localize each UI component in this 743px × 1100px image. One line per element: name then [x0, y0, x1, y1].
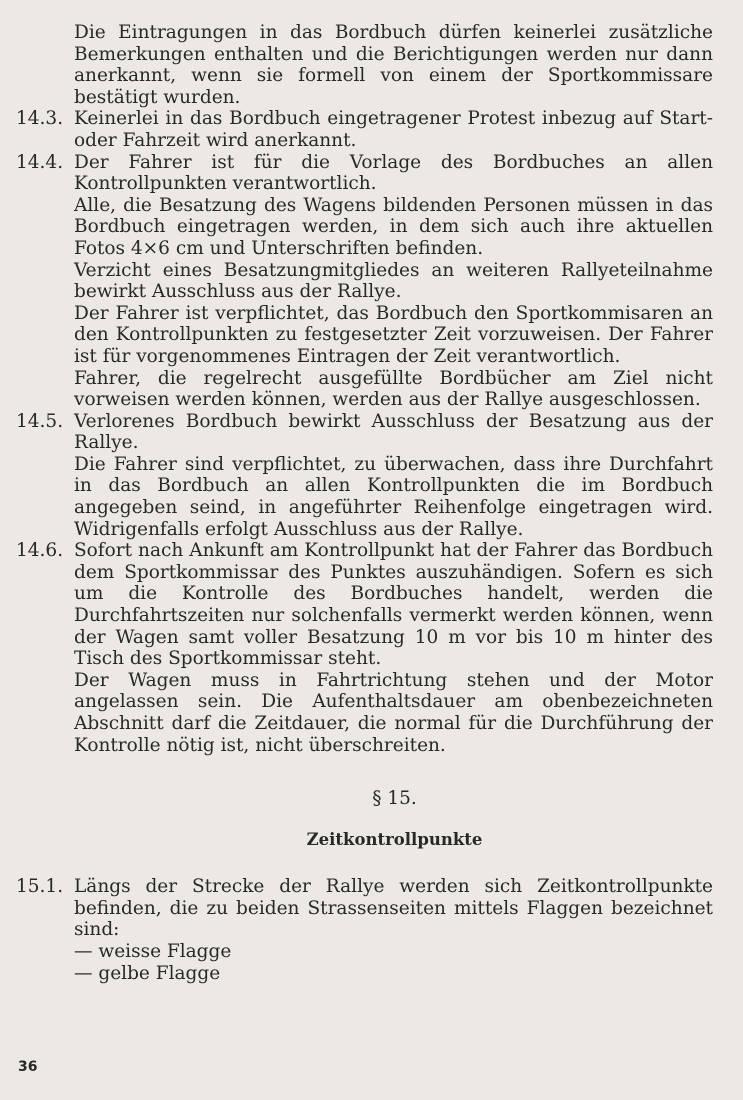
list-item: — gelbe Flagge — [74, 962, 221, 984]
section-title: Zeitkontrollpunkte — [306, 830, 483, 850]
section-sign: § 15. — [372, 788, 417, 810]
item-number: 14.6. — [16, 540, 64, 562]
item-15-1 — [16, 876, 713, 984]
intro-block — [16, 22, 713, 108]
item-paragraph: Keinerlei in das Bordbuch eingetragener Protest inbezug auf Start-oder Fahrzeit wird anerkannt. — [74, 108, 713, 151]
item-paragraph: Der Fahrer ist für die Vorlage des Bordbuches an allen Kontrollpunkten verantwortlich. — [74, 151, 713, 195]
item-paragraph: Der Wagen muss in Fahrtrichtung stehen und der Motor angelassen sein. Die Aufenthaltsdauer am obenbezeichneten Abschnitt darf die Zeitdauer, die normal für die Durchführung der Kontrolle nötig ist, nicht überschreiten. — [74, 669, 713, 756]
item-paragraph: Alle, die Besatzung des Wagens bildenden Personen müssen in das Bordbuch eingetragen werden, in dem sich auch ihre aktuellen Fotos 4×6 cm und Unterschriften befinden. — [74, 194, 713, 259]
item-paragraph: Der Fahrer ist verpflichtet, das Bordbuch den Sportkommisaren an den Kontrollpunkten zu festgesetzter Zeit vorzuweisen. Der Fahrer ist für vorgenommenes Eintragen der Zeit verantwortlich. — [74, 302, 713, 367]
item-number: 14.3. — [16, 108, 64, 130]
page-number: 36 — [18, 1059, 38, 1075]
list-item: — weisse Flagge — [74, 940, 232, 962]
item-paragraph: Verlorenes Bordbuch bewirkt Ausschluss der Besatzung aus der Rallye. — [74, 410, 713, 454]
item-14-5 — [16, 411, 713, 541]
item-paragraph: Längs der Strecke der Rallye werden sich Zeitkontrollpunkte befinden, die zu beiden Strassenseiten mittels Flaggen bezeichnet sind: — [74, 876, 713, 941]
item-14-4 — [16, 152, 713, 411]
item-paragraph: Verzicht eines Besatzungmitgliedes an weiteren Rallyeteilnahme bewirkt Ausschluss aus der Rallye. — [74, 259, 713, 303]
item-14-3 — [16, 108, 713, 151]
item-paragraph: Sofort nach Ankunft am Kontrollpunkt hat der Fahrer das Bordbuch dem Sportkommissar des Punktes auszuhändigen. Sofern es sich um die Kontrolle des Bordbuches handelt, werden die Durchfahrtszeiten nur solchenfalls vermerkt werden können, wenn der Wagen samt voller Besatzung 10 m vor bis 10 m hinter des Tisch des Sportkommissar steht. — [74, 540, 713, 670]
intro-paragraph: Die Eintragungen in das Bordbuch dürfen keinerlei zusätzliche Bemerkungen enthalten und die Berichtigungen werden nur dann anerkannt, wenn sie formell von einem der Sportkommissare bestätigt wurden. — [74, 22, 713, 108]
item-number: 14.4. — [16, 151, 64, 173]
item-paragraph: Die Fahrer sind verpflichtet, zu überwachen, dass ihre Durchfahrt in das Bordbuch an allen Kontrollpunkten die im Bordbuch angegeben seind, in angeführter Reihenfolge eingetragen wird. Widrigenfalls erfolgt Ausschluss aus der Rallye. — [74, 453, 713, 540]
item-14-6 — [16, 540, 713, 756]
item-number: 14.5. — [16, 410, 64, 432]
item-paragraph: Fahrer, die regelrecht ausgefüllte Bordbücher am Ziel nicht vorweisen werden können, werden aus der Rallye ausgeschlossen. — [74, 367, 713, 411]
item-number: 15.1. — [16, 876, 64, 898]
